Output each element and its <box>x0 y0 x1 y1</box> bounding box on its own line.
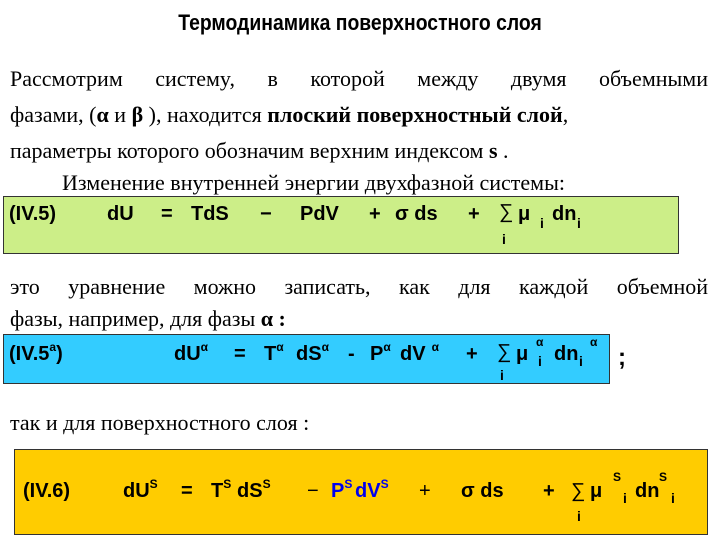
eq2-dn-superscript: α <box>590 335 598 349</box>
eq1-sigma-ds: σ ds <box>395 203 438 225</box>
alpha-symbol: α <box>96 102 109 127</box>
eq3-label: (IV.6) <box>23 480 71 502</box>
eq2-dv-text: dV <box>400 343 426 365</box>
intro-line-2-text-c: ), находится <box>143 102 268 127</box>
eq3-minus: − <box>307 480 319 502</box>
eq2-plus: + <box>466 343 478 365</box>
eq3-ds-text: dS <box>237 480 263 502</box>
eq1-dn-subscript: i <box>577 215 581 231</box>
eq2-t <box>264 340 284 366</box>
eq3-dv <box>355 477 389 503</box>
equation-box-iv6 <box>14 449 708 535</box>
alpha-phase-symbol: α <box>260 306 274 331</box>
s-index-symbol: s <box>488 138 498 163</box>
eq2-sum-symbol: ∑ <box>497 341 512 363</box>
eq1-sum-symbol: ∑ <box>499 201 514 223</box>
middle-line-1: это уравнение можно записать, как для каждой объемной <box>10 274 708 299</box>
middle-line-2-colon: : <box>273 306 286 331</box>
eq1-plus-2: + <box>468 203 480 225</box>
intro-line-1: Рассмотрим системy, в которой между двумя объемными <box>10 66 708 91</box>
eq2-du <box>174 340 209 366</box>
eq2-du-superscript: α <box>200 340 209 354</box>
eq2-p-text: P <box>370 343 384 365</box>
eq3-sigma-ds: σ ds <box>461 480 504 502</box>
page-title: Термодинамика поверхностного слоя <box>178 10 542 35</box>
eq2-mu-superscript: α <box>536 335 544 349</box>
eq3-du-text: dU <box>123 480 150 502</box>
eq3-dv-superscript: S <box>380 477 389 491</box>
eq3-mu-subscript: i <box>623 490 627 506</box>
intro-line-3-end: . <box>497 138 509 163</box>
eq1-equals: = <box>161 203 173 225</box>
middle-line-2-text: фазы, например, для фазы <box>10 306 261 331</box>
equation-box-iv5 <box>3 196 679 254</box>
eq2-t-text: T <box>264 343 277 365</box>
beta-symbol: β <box>131 102 144 127</box>
eq3-t-superscript: S <box>223 477 232 491</box>
eq2-mu: μ <box>516 343 529 365</box>
eq3-sum-symbol: ∑ <box>571 480 586 502</box>
eq3-t-text: T <box>211 480 224 502</box>
eq2-semicolon: ; <box>618 344 626 371</box>
intro-line-4: Изменение внутренней энергии двухфазной системы: <box>62 170 565 195</box>
eq3-dn-subscript: i <box>671 490 675 506</box>
eq2-ds-superscript: α <box>321 340 329 354</box>
eq3-plus-2: + <box>543 480 555 502</box>
intro-line-3-text: параметры которого обозначим верхним индексом <box>10 138 489 163</box>
eq3-mu-superscript: S <box>613 470 622 484</box>
eq1-mu: μ <box>518 203 531 225</box>
lower-line-1: так и для поверхностного слоя : <box>10 410 310 435</box>
middle-line-2 <box>10 306 286 332</box>
intro-line-3 <box>10 138 509 164</box>
eq3-plus-1: + <box>419 480 431 502</box>
eq3-dv-text: dV <box>355 480 381 502</box>
intro-line-2-text-a: фазами, ( <box>10 102 97 127</box>
eq3-ds <box>237 477 271 503</box>
eq3-t <box>211 477 232 503</box>
eq3-p-superscript: S <box>344 477 353 491</box>
eq1-tds: TdS <box>191 203 229 225</box>
eq2-minus: - <box>348 343 355 365</box>
eq3-equals: = <box>181 480 193 502</box>
intro-line-2-text-b: и <box>108 102 132 127</box>
eq2-mu-subscript: i <box>538 353 542 369</box>
eq3-sum-subscript: i <box>577 508 581 524</box>
eq2-p <box>370 340 391 366</box>
intro-line-2 <box>10 102 710 128</box>
eq2-t-superscript: α <box>276 340 284 354</box>
eq1-label: (IV.5) <box>9 203 57 225</box>
eq1-dn: dn <box>552 203 577 225</box>
eq3-dn-superscript: S <box>659 470 668 484</box>
eq2-equals: = <box>234 343 246 365</box>
intro-line-2-end: , <box>562 102 569 127</box>
equation-box-iv5a <box>3 334 610 384</box>
eq2-label-text: (IV.5 <box>9 343 50 365</box>
eq2-sum-subscript: i <box>500 367 504 383</box>
eq2-du-text: dU <box>174 343 201 365</box>
eq3-p-text: P <box>331 480 345 502</box>
eq2-dv-superscript: α <box>431 340 439 354</box>
eq3-dn: dn <box>635 480 660 502</box>
eq1-du: dU <box>107 203 134 225</box>
eq2-label-end: ) <box>56 343 63 365</box>
eq3-p <box>331 477 353 503</box>
eq2-label <box>9 340 63 366</box>
eq1-plus-1: + <box>369 203 381 225</box>
eq1-minus: − <box>260 203 272 225</box>
eq1-mu-subscript: i <box>540 215 544 231</box>
eq3-du-superscript: S <box>149 477 158 491</box>
eq2-dn: dn <box>554 343 579 365</box>
eq3-ds-superscript: S <box>262 477 271 491</box>
eq2-label-superscript: a <box>49 340 57 354</box>
eq3-mu: μ <box>590 480 603 502</box>
eq1-pdv: PdV <box>300 203 339 225</box>
eq3-du <box>123 477 158 503</box>
eq2-dn-subscript: i <box>579 353 583 369</box>
flat-surface-layer-term: плоский поверхностный слой <box>267 102 563 127</box>
eq2-ds <box>296 340 329 366</box>
eq2-p-superscript: α <box>383 340 391 354</box>
eq2-ds-text: dS <box>296 343 322 365</box>
eq2-dv <box>400 340 439 366</box>
eq1-sum-subscript: i <box>502 231 506 247</box>
